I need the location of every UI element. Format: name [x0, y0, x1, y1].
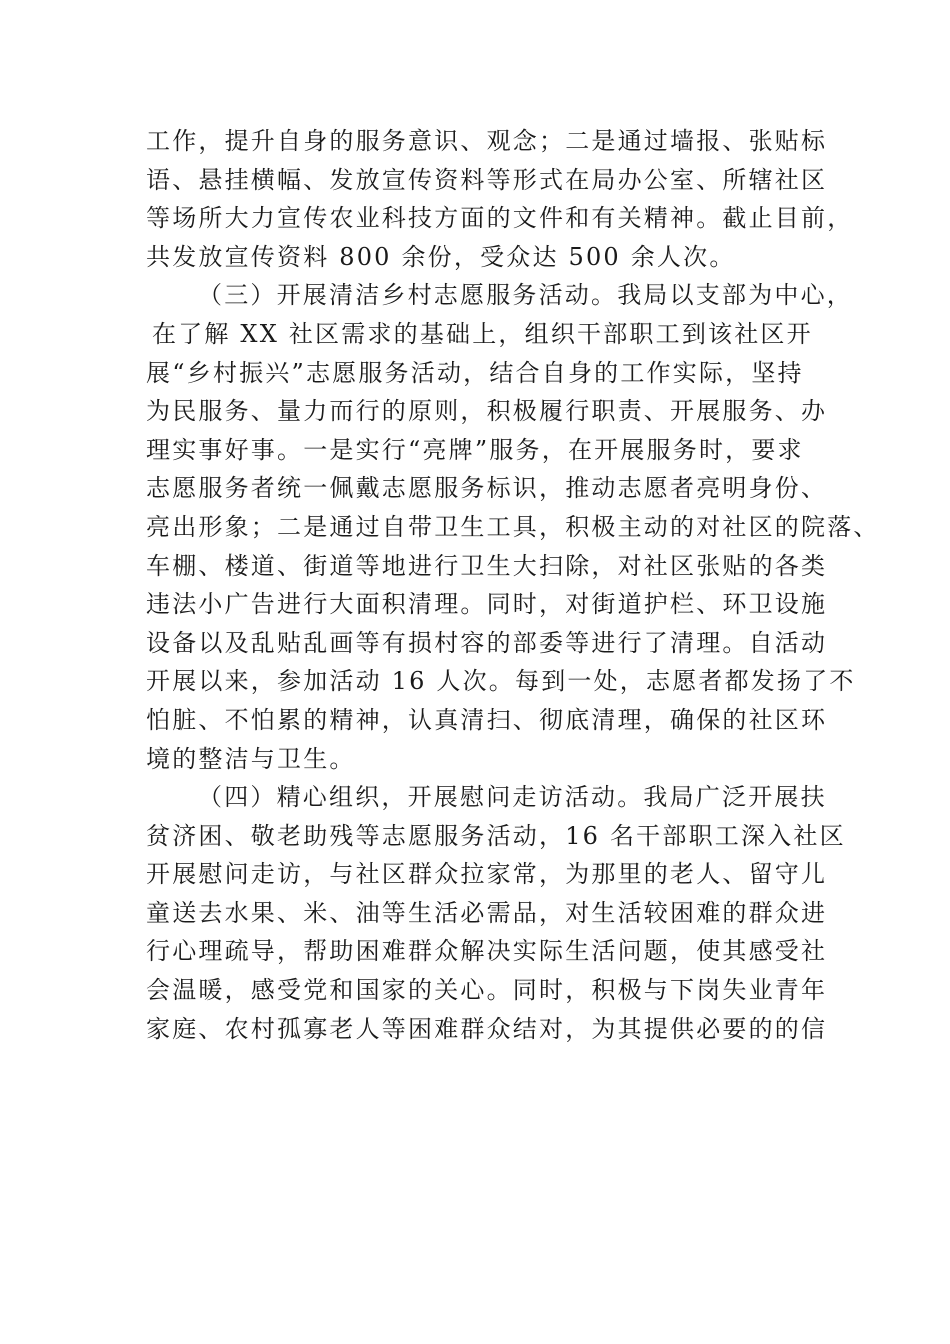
text-line: 贫济困、敬老助残等志愿服务活动，16 名干部职工深入社区: [146, 821, 846, 850]
text-line: 亮出形象；二是通过自带卫生工具，积极主动的对社区的院落、: [146, 512, 880, 541]
text-line: 违法小广告进行大面积清理。同时，对街道护栏、环卫设施: [146, 590, 828, 619]
text-line: 在了解 XX 社区需求的基础上，组织干部职工到该社区开: [152, 319, 813, 348]
text-line: 行心理疏导，帮助困难群众解决实际生活问题，使其感受社: [146, 937, 828, 966]
text-line: 车棚、楼道、街道等地进行卫生大扫除，对社区张贴的各类: [146, 551, 828, 580]
text-line: 设备以及乱贴乱画等有损村容的部委等进行了清理。自活动: [146, 628, 828, 657]
text-line: 为民服务、量力而行的原则，积极履行职责、开展服务、办: [146, 397, 828, 426]
text-line: 开展以来，参加活动 16 人次。每到一处，志愿者都发扬了不: [146, 667, 856, 696]
text-line: 会温暖，感受党和国家的关心。同时，积极与下岗失业青年: [146, 976, 828, 1005]
paragraph-heading-4: （四）精心组织，开展慰问走访活动。我局广泛开展扶: [198, 783, 827, 812]
document-body: [146, 122, 880, 1048]
text-line: 家庭、农村孤寡老人等困难群众结对，为其提供必要的的信: [146, 1014, 828, 1043]
text-line: 理实事好事。一是实行“亮牌”服务，在开展服务时，要求: [146, 435, 804, 464]
text-line: 语、悬挂横幅、发放宣传资料等形式在局办公室、所辖社区: [146, 165, 828, 194]
text-line: 共发放宣传资料 800 余份，受众达 500 余人次。: [146, 242, 736, 271]
text-line: 童送去水果、米、油等生活必需品，对生活较困难的群众进: [146, 898, 828, 927]
text-line: 怕脏、不怕累的精神，认真清扫、彻底清理，确保的社区环: [146, 705, 828, 734]
text-line: 等场所大力宣传农业科技方面的文件和有关精神。截止目前，: [146, 204, 854, 233]
text-line: 志愿服务者统一佩戴志愿服务标识，推动志愿者亮明身份、: [146, 474, 828, 503]
text-line: 开展慰问走访，与社区群众拉家常，为那里的老人、留守儿: [146, 860, 828, 889]
text-line: 工作，提升自身的服务意识、观念；二是通过墙报、张贴标: [146, 127, 828, 155]
paragraph-heading-3: （三）开展清洁乡村志愿服务活动。我局以支部为中心，: [198, 281, 853, 310]
text-line: 境的整洁与卫生。: [146, 744, 356, 773]
text-line: 展“乡村振兴”志愿服务活动，结合自身的工作实际，坚持: [146, 358, 804, 387]
